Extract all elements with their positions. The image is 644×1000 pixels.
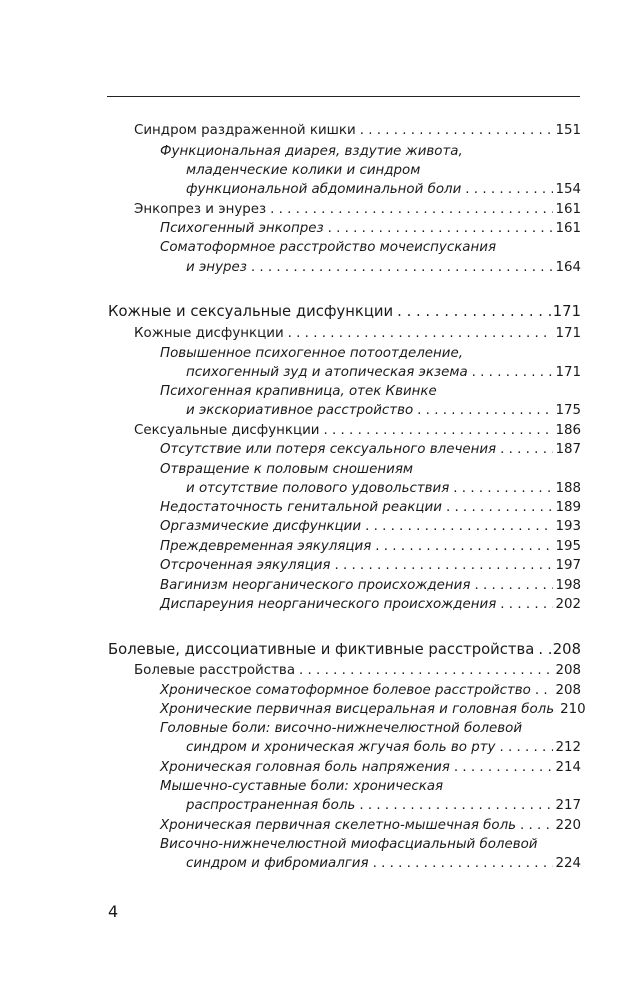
toc-leader — [535, 681, 554, 700]
toc-entry[interactable] — [160, 382, 437, 401]
toc-entry[interactable] — [160, 719, 522, 738]
toc-entry-title: Отсроченная эякуляция — [160, 558, 331, 573]
toc-entry-title: распространенная боль — [186, 798, 356, 813]
toc-leader — [270, 200, 553, 219]
toc-entry-page: 210 — [560, 702, 586, 717]
toc-entry-title: Психогенная крапивница, отек Квинке — [160, 384, 437, 399]
toc-entry-page: 164 — [555, 260, 581, 275]
toc-entry-page: 212 — [555, 740, 581, 755]
toc-leader — [454, 758, 554, 777]
toc-entry-title: Синдром раздраженной кишки — [134, 123, 356, 138]
toc-leader — [359, 796, 553, 815]
toc-entry-title: и отсутствие полового удовольствия — [186, 481, 450, 496]
toc-section-page: 171 — [552, 303, 581, 320]
toc-entry-title: Отсутствие или потеря сексуального влечения — [160, 442, 497, 457]
toc-leader — [500, 595, 553, 614]
toc-entry-title: Головные боли: височно-нижнечелюстной болевой — [160, 721, 523, 736]
toc-leader — [472, 363, 554, 382]
toc-entry-page: 161 — [555, 221, 581, 236]
toc-entry[interactable] — [186, 854, 581, 873]
toc-entry-title: психогенный зуд и атопическая экзема — [186, 365, 468, 380]
toc-entry-page: 175 — [555, 403, 581, 418]
toc-leader — [251, 258, 554, 277]
toc-entry[interactable] — [160, 777, 443, 796]
toc-entry[interactable] — [186, 479, 581, 498]
toc-leader — [538, 640, 550, 659]
toc-leader — [375, 537, 553, 556]
toc-leader — [365, 517, 553, 536]
toc-section[interactable] — [108, 302, 581, 321]
toc-entry-page: 198 — [555, 578, 581, 593]
toc-entry[interactable] — [160, 344, 463, 363]
toc-entry[interactable] — [160, 517, 581, 536]
toc-entry-title: Соматоформное расстройство мочеиспускания — [160, 240, 497, 255]
toc-entry[interactable] — [160, 537, 581, 556]
toc-entry-page: 202 — [555, 597, 581, 612]
toc-entry-title: Болевые расстройства — [134, 663, 296, 678]
toc-entry[interactable] — [134, 324, 581, 343]
toc-entry-page: 214 — [555, 760, 581, 775]
toc-entry-title: Хронические первичная висцеральная и головная боль — [160, 702, 555, 717]
toc-entry-title: Сексуальные дисфункции — [134, 423, 320, 438]
toc-entry-title: Оргазмические дисфункции — [160, 519, 362, 534]
toc-entry-page: 208 — [555, 683, 581, 698]
toc-entry[interactable] — [160, 700, 586, 719]
toc-leader — [453, 479, 553, 498]
toc-entry-page: 171 — [555, 326, 581, 341]
toc-entry-page: 220 — [555, 818, 581, 833]
toc-entry-title: Хроническая головная боль напряжения — [160, 760, 450, 775]
toc-entry[interactable] — [160, 576, 581, 595]
toc-entry-title: Хроническое соматоформное болевое расстройство — [160, 683, 531, 698]
toc-entry-title: Повышенное психогенное потоотделение, — [160, 346, 464, 361]
toc-entry[interactable] — [134, 121, 581, 140]
toc-entry-title: Психогенный энкопрез — [160, 221, 324, 236]
toc-entry-page: 217 — [555, 798, 581, 813]
toc-entry[interactable] — [134, 421, 581, 440]
toc-entry[interactable] — [160, 498, 581, 517]
toc-entry-page: 189 — [555, 500, 581, 515]
toc-leader — [328, 219, 554, 238]
toc-section-title: Кожные и сексуальные дисфункции — [108, 303, 394, 320]
toc-leader — [334, 556, 553, 575]
toc-section-page: 208 — [552, 641, 581, 658]
toc-entry-title: Кожные дисфункции — [134, 326, 284, 341]
toc-entry[interactable] — [160, 595, 581, 614]
toc-entry[interactable] — [186, 401, 581, 420]
toc-leader — [360, 121, 554, 140]
toc-entry-page: 197 — [555, 558, 581, 573]
toc-entry[interactable] — [160, 238, 496, 257]
toc-entry[interactable] — [160, 142, 463, 161]
toc-leader — [465, 180, 553, 199]
toc-entry[interactable] — [160, 681, 581, 700]
toc-entry-title: младенческие колики и синдром — [186, 163, 421, 178]
toc-leader — [499, 738, 553, 757]
toc-entry[interactable] — [186, 258, 581, 277]
toc-entry-page: 188 — [555, 481, 581, 496]
toc-entry-page: 208 — [555, 663, 581, 678]
toc-entry-page: 187 — [555, 442, 581, 457]
toc-section-title: Болевые, диссоциативные и фиктивные расстройства — [108, 641, 535, 658]
toc-entry[interactable] — [186, 738, 581, 757]
toc-entry-title: функциональной абдоминальной боли — [186, 182, 462, 197]
toc-entry-title: Мышечно-суставные боли: хроническая — [160, 779, 444, 794]
toc-entry-title: Недостаточность генитальной реакции — [160, 500, 442, 515]
toc-entry[interactable] — [186, 363, 581, 382]
toc-entry-title: Энкопрез и энурез — [134, 202, 267, 217]
toc-entry[interactable] — [160, 556, 581, 575]
toc-entry-title: и экскориативное расстройство — [186, 403, 414, 418]
toc-entry-title: синдром и фибромиалгия — [186, 856, 369, 871]
toc-leader — [299, 661, 553, 680]
toc-entry-page: 193 — [555, 519, 581, 534]
toc-leader — [288, 324, 554, 343]
toc-entry[interactable] — [186, 796, 581, 815]
toc-entry-title: Отвращение к половым сношениям — [160, 462, 414, 477]
toc-entry[interactable] — [134, 661, 581, 680]
toc-entry-page: 195 — [555, 539, 581, 554]
toc-leader — [324, 421, 554, 440]
toc-entry-page: 161 — [555, 202, 581, 217]
toc-entry-title: Функциональная диарея, вздутие живота, — [160, 144, 463, 159]
toc-entry[interactable] — [160, 835, 538, 854]
toc-entry[interactable] — [186, 180, 581, 199]
toc-entry-title: Височно-нижнечелюстной миофасциальный болевой — [160, 837, 538, 852]
toc-entry[interactable] — [186, 161, 420, 180]
toc-leader — [446, 498, 554, 517]
toc-leader — [474, 576, 553, 595]
toc-entry-page: 154 — [555, 182, 581, 197]
toc-entry[interactable] — [160, 460, 413, 479]
toc-entry-page: 171 — [555, 365, 581, 380]
toc-entry-page: 186 — [555, 423, 581, 438]
toc-leader — [417, 401, 553, 420]
page-number: 4 — [108, 902, 119, 921]
toc-entry-page: 224 — [555, 856, 581, 871]
toc-leader — [373, 854, 554, 873]
toc-section[interactable] — [108, 640, 581, 659]
toc-leader — [520, 816, 553, 835]
toc-entry[interactable] — [160, 758, 581, 777]
toc-entry-title: Вагинизм неорганического происхождения — [160, 578, 471, 593]
toc-entry-title: и энурез — [186, 260, 247, 275]
toc-entry[interactable] — [160, 219, 581, 238]
toc-entry-page: 151 — [555, 123, 581, 138]
toc-leader — [500, 440, 553, 459]
toc-entry[interactable] — [160, 440, 581, 459]
toc-entry[interactable] — [134, 200, 581, 219]
toc-entry-title: Хроническая первичная скелетно-мышечная боль — [160, 818, 517, 833]
toc-entry-title: Преждевременная эякуляция — [160, 539, 372, 554]
toc-entry-title: Диспареуния неорганического происхождения — [160, 597, 497, 612]
toc-entry[interactable] — [160, 816, 581, 835]
toc-entry-title: синдром и хроническая жгучая боль во рту — [186, 740, 496, 755]
toc-leader — [397, 302, 551, 321]
